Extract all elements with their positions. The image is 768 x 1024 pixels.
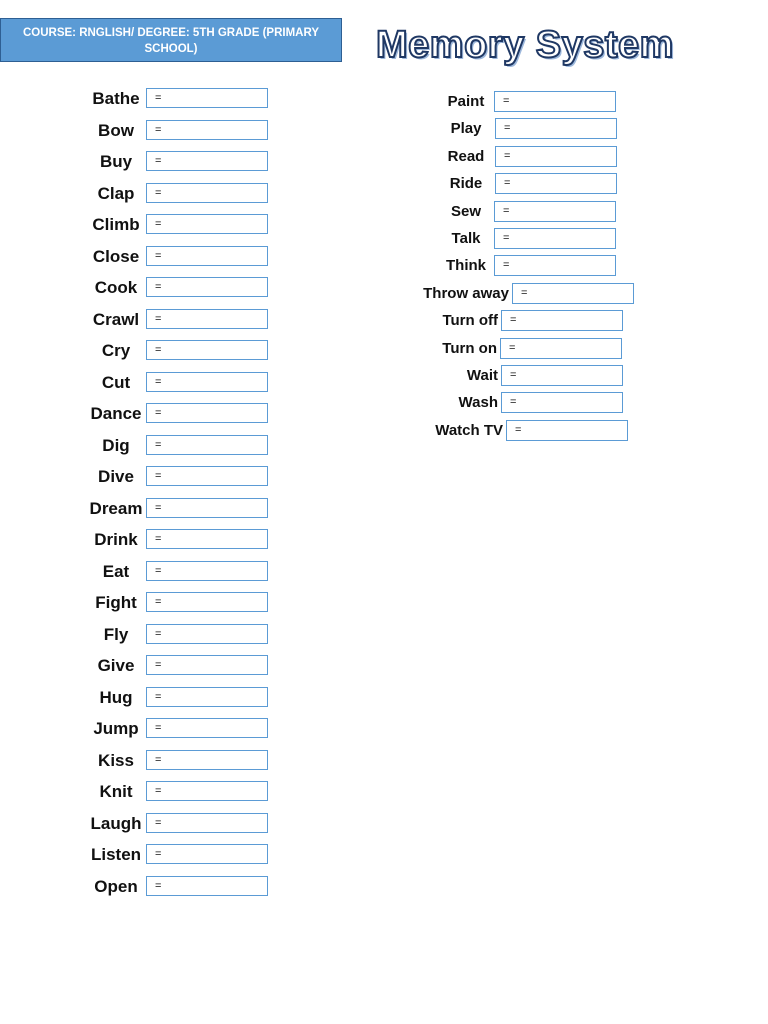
answer-field[interactable]: = xyxy=(501,310,623,331)
answer-field[interactable]: = xyxy=(146,813,268,833)
verb-label: Wait xyxy=(466,367,498,384)
verb-label: Dream xyxy=(89,498,143,518)
verb-label: Talk xyxy=(451,230,481,247)
answer-field[interactable]: = xyxy=(494,255,616,276)
verb-label: Dive xyxy=(98,467,134,486)
verb-label: Hug xyxy=(99,687,133,707)
answer-field[interactable]: = xyxy=(146,844,268,864)
verb-label: Buy xyxy=(99,152,133,171)
verb-label: Cut xyxy=(101,372,131,392)
verb-label: Paint xyxy=(447,93,485,110)
verb-label: Dance xyxy=(90,404,142,423)
answer-field[interactable]: = xyxy=(495,173,617,194)
answer-field[interactable]: = xyxy=(500,338,622,359)
verb-label: Jump xyxy=(93,719,139,738)
answer-field[interactable]: = xyxy=(146,498,268,518)
verb-label: Knit xyxy=(99,782,133,801)
verb-label: Drink xyxy=(94,530,138,549)
verb-label: Cry xyxy=(101,341,131,360)
verb-label: Think xyxy=(446,257,486,275)
verb-label: Watch TV xyxy=(435,421,503,439)
answer-field[interactable]: = xyxy=(146,88,268,108)
verb-label: Open xyxy=(94,876,138,896)
answer-field[interactable]: = xyxy=(495,118,617,139)
verb-label: Listen xyxy=(90,845,142,864)
answer-field[interactable]: = xyxy=(501,365,623,386)
answer-field[interactable]: = xyxy=(146,246,268,266)
verb-label: Bow xyxy=(98,120,134,140)
answer-field[interactable]: = xyxy=(146,340,268,360)
verb-label: Fly xyxy=(103,624,129,644)
answer-field[interactable]: = xyxy=(146,466,268,486)
answer-field[interactable]: = xyxy=(146,561,268,581)
answer-field[interactable]: = xyxy=(495,146,617,167)
verb-label: Cook xyxy=(94,278,138,297)
answer-field[interactable]: = xyxy=(146,687,268,707)
answer-field[interactable]: = xyxy=(494,91,616,112)
answer-field[interactable]: = xyxy=(146,151,268,171)
answer-field[interactable]: = xyxy=(146,214,268,234)
verb-label: Give xyxy=(97,656,135,675)
verb-label: Clap xyxy=(97,183,135,203)
verb-label: Climb xyxy=(92,215,140,234)
answer-field[interactable]: = xyxy=(146,718,268,738)
answer-field[interactable]: = xyxy=(146,876,268,896)
answer-field[interactable]: = xyxy=(146,435,268,455)
verb-label: Close xyxy=(92,246,140,266)
answer-field[interactable]: = xyxy=(512,283,634,304)
verb-label: Play xyxy=(450,120,482,138)
answer-field[interactable]: = xyxy=(506,420,628,441)
answer-field[interactable]: = xyxy=(146,592,268,612)
verb-label: Sew xyxy=(450,202,482,220)
verb-label: Eat xyxy=(102,561,130,581)
verb-label: Turn on xyxy=(442,339,497,357)
answer-field[interactable]: = xyxy=(494,201,616,222)
answer-field[interactable]: = xyxy=(146,277,268,297)
verb-label: Crawl xyxy=(92,309,140,329)
verb-label: Laugh xyxy=(90,813,142,833)
verb-label: Bathe xyxy=(92,89,140,108)
answer-field[interactable]: = xyxy=(146,655,268,675)
verb-label: Fight xyxy=(95,593,137,612)
verb-label: Throw away xyxy=(423,284,509,302)
verb-label: Turn off xyxy=(442,312,498,330)
verb-label: Ride xyxy=(449,175,483,193)
verb-label: Dig xyxy=(102,435,130,455)
answer-field[interactable]: = xyxy=(146,372,268,392)
page-title: Memory System xyxy=(376,24,674,66)
verb-label: Kiss xyxy=(98,750,134,770)
answer-field[interactable]: = xyxy=(146,120,268,140)
answer-field[interactable]: = xyxy=(501,392,623,413)
answer-field[interactable]: = xyxy=(494,228,616,249)
answer-field[interactable]: = xyxy=(146,403,268,423)
answer-field[interactable]: = xyxy=(146,781,268,801)
answer-field[interactable]: = xyxy=(146,309,268,329)
answer-field[interactable]: = xyxy=(146,183,268,203)
verb-label: Read xyxy=(447,147,485,165)
answer-field[interactable]: = xyxy=(146,750,268,770)
answer-field[interactable]: = xyxy=(146,529,268,549)
verb-label: Wash xyxy=(458,394,498,412)
course-label: COURSE: RNGLISH/ DEGREE: 5TH GRADE (PRIMARY SCHOOL) xyxy=(0,18,342,62)
answer-field[interactable]: = xyxy=(146,624,268,644)
